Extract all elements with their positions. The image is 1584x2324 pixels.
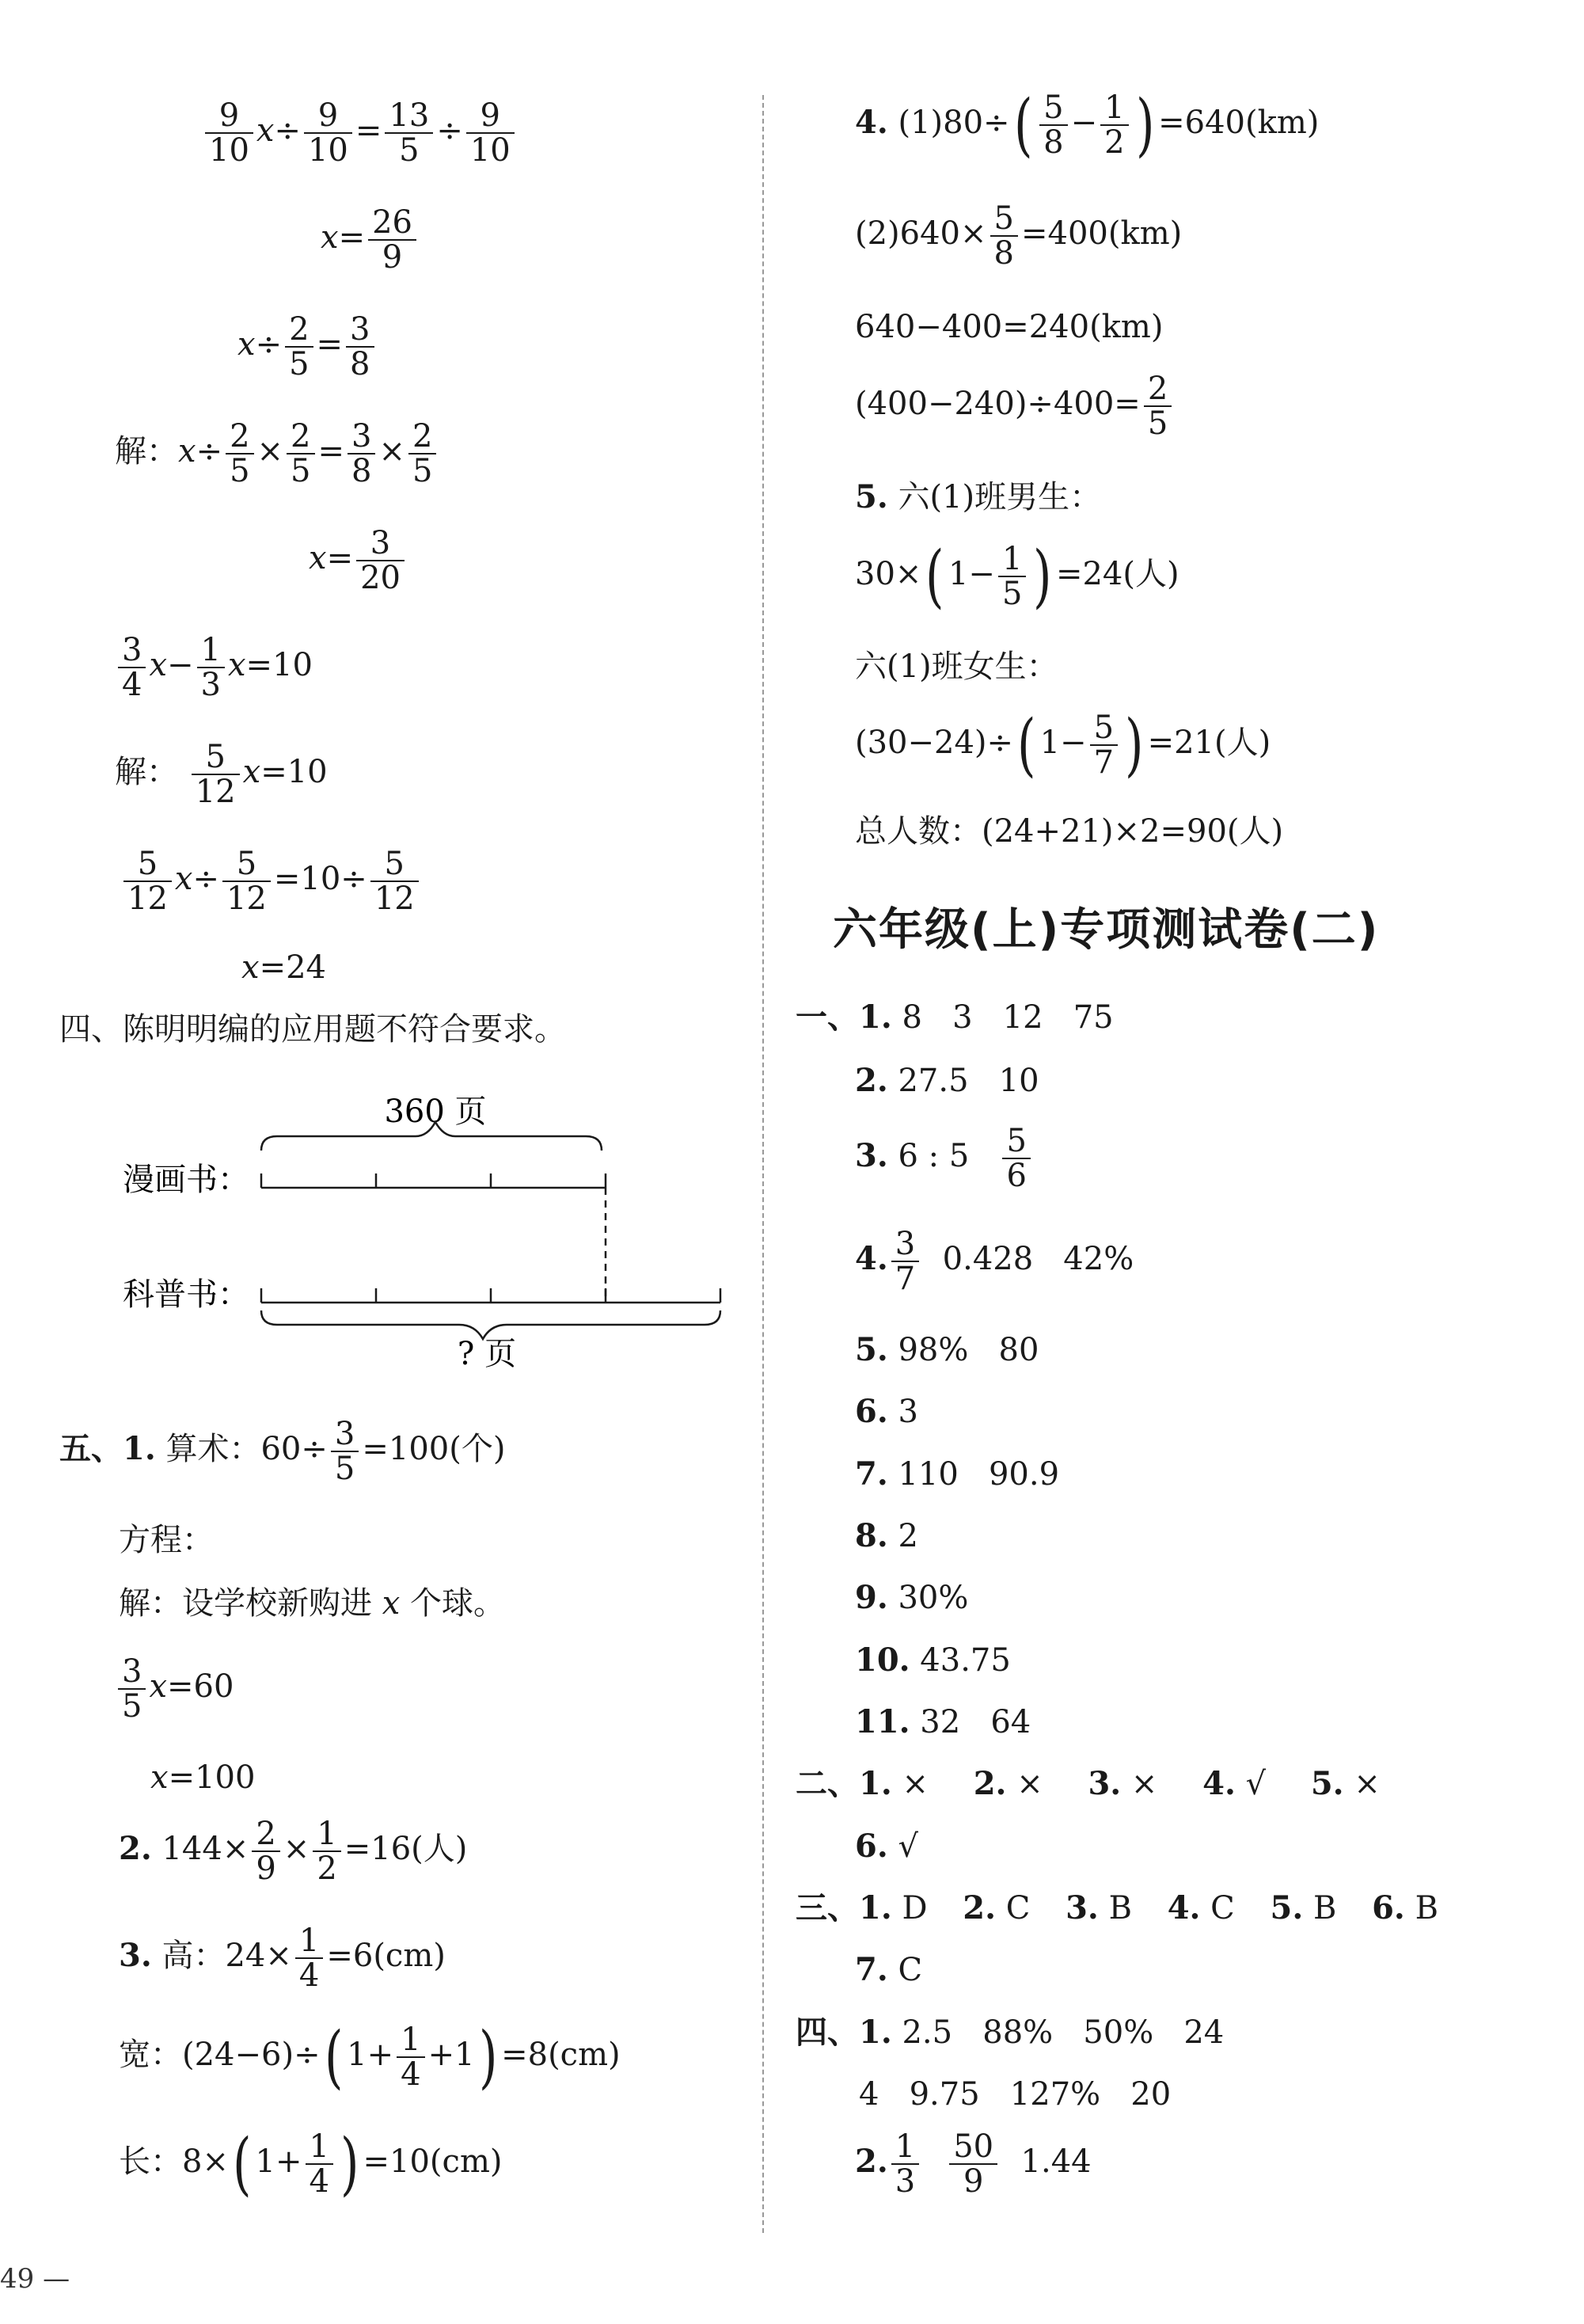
fraction: $\frac{3}{5}$ (118, 1655, 146, 1723)
fraction: $\frac{1}{5}$ (998, 542, 1026, 610)
q5-title: 5. 六(1)班男生： (855, 478, 1102, 515)
q4-part2: (2)640× $\frac{5}{8}$ =400(km) (855, 200, 1183, 272)
fraction: $\frac{1}{3}$ (197, 633, 225, 702)
eq1-line1: $\frac{9}{10}$ x÷ $\frac{9}{10}$ = $\frac{13}{5}$ ÷ $\frac{9}{10}$ (202, 99, 518, 167)
fraction: $\frac{2}{5}$ (1144, 372, 1172, 440)
diagram-top-label: 360 页 (384, 1094, 487, 1130)
fraction: $\frac{3}{5}$ (331, 1417, 359, 1485)
sec5-eq1: $\frac{3}{5}$ x=60 (115, 1655, 234, 1723)
s1-q11: 11. 32 64 (855, 1703, 1031, 1740)
fraction: $\frac{1}{2}$ (313, 1817, 340, 1885)
fraction: $\frac{2}{5}$ (408, 420, 436, 488)
fraction: $\frac{5}{12}$ (222, 847, 271, 915)
fraction: $\frac{3}{4}$ (118, 633, 146, 702)
s1-q10: 10. 43.75 (855, 1641, 1011, 1679)
fraction: $\frac{9}{10}$ (466, 99, 515, 167)
s3-item: 6. B (1372, 1889, 1438, 1927)
sec5-q3-height: 3. 高：24× $\frac{1}{4}$ =6(cm) (119, 1923, 446, 1994)
fraction: $\frac{13}{5}$ (385, 99, 433, 167)
bottom-brace (261, 1310, 720, 1339)
fraction: $\frac{3}{7}$ (891, 1227, 919, 1295)
s1-q3: 3. 6 : 5 $\frac{5}{6}$ (855, 1124, 1034, 1192)
s2-item: 4. √ (1202, 1765, 1267, 1802)
s1-q5: 5. 98% 80 (855, 1331, 1039, 1368)
test-title: 六年级(上)专项测试卷(二) (833, 904, 1380, 956)
fraction: $\frac{50}{9}$ (949, 2130, 997, 2198)
s3-row1 (796, 1889, 1438, 1927)
fraction: $\frac{26}{9}$ (368, 206, 416, 274)
sec5-q3-width: 宽：(24−6)÷( 1+ $\frac{1}{4}$ +1) =8(cm) (119, 2018, 621, 2097)
s3-row2: 7. C (855, 1951, 923, 1988)
eq3-line4: x=24 (241, 949, 326, 986)
fraction: $\frac{5}{8}$ (990, 202, 1018, 270)
fraction: $\frac{5}{12}$ (123, 847, 172, 915)
fraction: $\frac{9}{10}$ (304, 99, 352, 167)
q5-girls: (30−24)÷( 1− $\frac{5}{7}$ ) =21(人) (855, 706, 1271, 785)
s2-row1 (796, 1765, 1381, 1802)
s3-item: 5. B (1270, 1889, 1337, 1927)
fraction: $\frac{3}{8}$ (346, 313, 374, 381)
fraction: $\frac{3}{20}$ (356, 527, 405, 595)
sec5-method: 方程： (119, 1522, 214, 1558)
fraction: $\frac{5}{12}$ (370, 847, 419, 915)
row-label-comics: 漫画书： (123, 1162, 249, 1198)
s4-row2: 4 9.75 127% 20 (859, 2076, 1172, 2113)
fraction: $\frac{5}{7}$ (1090, 711, 1118, 779)
eq2-line3: x= $\frac{3}{20}$ (309, 527, 408, 595)
q4-part4: (400−240)÷400= $\frac{2}{5}$ (855, 372, 1175, 440)
fraction: $\frac{3}{8}$ (348, 420, 375, 488)
s2-item: 5. × (1310, 1765, 1381, 1802)
fraction: $\frac{1}{2}$ (1100, 91, 1128, 159)
fraction: $\frac{1}{3}$ (891, 2130, 919, 2198)
eq3-line2: 解： $\frac{5}{12}$ x=10 (115, 739, 328, 810)
column-divider (762, 95, 764, 2233)
sec5-q2: 2. 144× $\frac{2}{9}$ × $\frac{1}{2}$ =16(人) (119, 1816, 468, 1887)
fraction: $\frac{5}{6}$ (1002, 1124, 1030, 1192)
sec5-q3-length: 长：8×( 1+ $\frac{1}{4}$ ) =10(cm) (119, 2124, 503, 2204)
s3-item: 2. C (963, 1889, 1031, 1927)
s1-q2: 2. 27.5 10 (855, 1062, 1039, 1099)
s2-item: 3. × (1088, 1765, 1158, 1802)
sec5-eq2: x=100 (150, 1759, 256, 1796)
diagram-bottom-label: ? 页 (457, 1336, 517, 1372)
sec5-q1: 五、1. 算术：60÷ $\frac{3}{5}$ =100(个) (59, 1416, 506, 1487)
fraction: $\frac{2}{5}$ (285, 313, 313, 381)
fraction: $\frac{1}{4}$ (397, 2023, 424, 2091)
section-4-heading: 四、陈明明编的应用题不符合要求。 (59, 1011, 566, 1048)
s1-q8: 8. 2 (855, 1517, 918, 1554)
row-label-science: 科普书： (123, 1276, 249, 1313)
s2-row2: 6. √ (855, 1828, 918, 1865)
fraction: $\frac{5}{8}$ (1039, 91, 1067, 159)
s1-q6: 6. 3 (855, 1393, 918, 1430)
fraction: $\frac{2}{5}$ (287, 420, 314, 488)
s4-row3: 2. $\frac{1}{3}$ $\frac{50}{9}$ 1.44 (855, 2128, 1092, 2200)
eq1-line2: x= $\frac{26}{9}$ (321, 206, 420, 274)
s3-item: 4. C (1167, 1889, 1235, 1927)
q5-girls-title: 六(1)班女生： (855, 649, 1058, 685)
s3-item: 3. B (1065, 1889, 1132, 1927)
fraction: $\frac{5}{12}$ (192, 740, 240, 808)
q4-part1: 4. (1)80÷( $\frac{5}{8}$ − $\frac{1}{2}$ ) =640(km) (855, 86, 1320, 165)
fraction: $\frac{2}{9}$ (252, 1817, 279, 1885)
fraction: $\frac{2}{5}$ (226, 420, 253, 488)
eq3-line1: $\frac{3}{4}$ x− $\frac{1}{3}$ x=10 (115, 633, 313, 702)
fraction: $\frac{9}{10}$ (205, 99, 253, 167)
s4-row1: 四、1. 2.5 88% 50% 24 (796, 2014, 1225, 2051)
q5-total: 总人数：(24+21)×2=90(人) (855, 813, 1284, 850)
fraction: $\frac{1}{4}$ (306, 2130, 333, 2198)
eq3-line3: $\frac{5}{12}$ x÷ $\frac{5}{12}$ =10÷ $\frac{5}{12}$ (120, 847, 422, 915)
s1-q9: 9. 30% (855, 1579, 969, 1616)
page-number: 49 — (0, 2263, 70, 2295)
s1-q4: 4. $\frac{3}{7}$ 0.428 42% (855, 1226, 1134, 1297)
eq2-line2: 解：x÷ $\frac{2}{5}$ × $\frac{2}{5}$ = $\frac{3}{8}$ × $\frac{2}{5}$ (115, 420, 439, 488)
s1-q7: 7. 110 90.9 (855, 1455, 1060, 1493)
fraction: $\frac{1}{4}$ (295, 1924, 323, 1992)
s2-item: 2. × (973, 1765, 1043, 1802)
q5-boys: 30×( 1− $\frac{1}{5}$ ) =24(人) (855, 537, 1179, 616)
bar-model-diagram (111, 1089, 744, 1382)
sec5-let: 解：设学校新购进 x 个球。 (119, 1585, 505, 1622)
s2-item: 二、1. × (796, 1765, 929, 1802)
s3-item: 三、1. D (796, 1889, 928, 1927)
eq2-line1: x÷ $\frac{2}{5}$ = $\frac{3}{8}$ (237, 313, 378, 381)
q4-part3: 640−400=240(km) (855, 309, 1164, 345)
s1-q1: 一、1. 8 3 12 75 (796, 998, 1114, 1036)
